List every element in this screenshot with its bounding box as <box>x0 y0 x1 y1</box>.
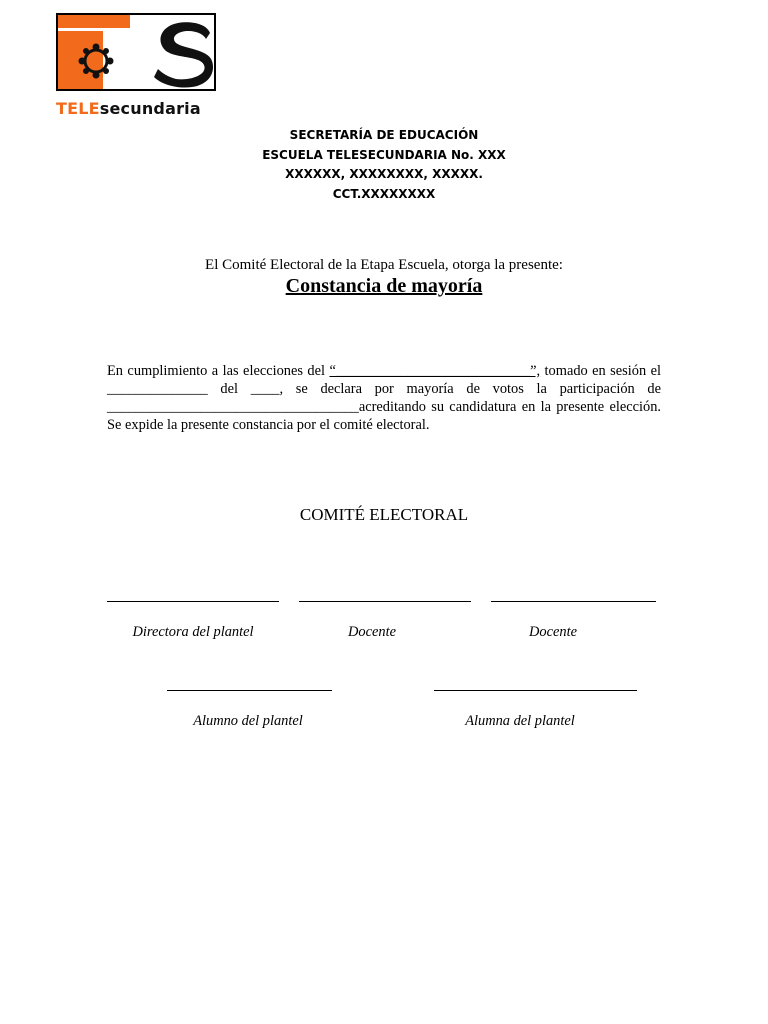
logo-word-tele: TELE <box>56 99 100 118</box>
signature-label-docente-2: Docente <box>529 624 577 640</box>
body-text-start: En cumplimiento a las elecciones del <box>107 363 330 379</box>
header-line-escuela: ESCUELA TELESECUNDARIA No. XXX <box>262 147 506 162</box>
logo-wordmark <box>56 99 201 118</box>
intro-text: El Comité Electoral de la Etapa Escuela, otorga la presente: <box>205 257 563 273</box>
logo-ts-icon <box>58 15 214 89</box>
signature-label-alumno: Alumno del plantel <box>193 713 303 729</box>
body-text-rest: tomado en sesión el ______________ del ____, se declara por mayoría de votos la participación de ___________________________________acreditando su candidatura en la presente elección. Se expide la presente constancia por el comité electoral. <box>107 363 661 433</box>
committee-heading: COMITÉ ELECTORAL <box>299 505 469 524</box>
header-line-secretaria: SECRETARÍA DE EDUCACIÓN <box>289 128 479 142</box>
signature-line-alumno <box>167 690 332 691</box>
header-line-location: XXXXXX, XXXXXXXX, XXXXX. <box>285 167 483 181</box>
telesecundaria-logo <box>56 13 219 119</box>
signature-line-docente-1 <box>299 601 471 602</box>
document-title-text: Constancia de mayoría <box>285 275 483 297</box>
signature-label-docente-1: Docente <box>348 624 396 640</box>
signature-line-alumna <box>434 690 637 691</box>
header-line-cct: CCT.XXXXXXXX <box>332 186 436 201</box>
body-paragraph <box>107 362 661 434</box>
logo-word-secundaria: secundaria <box>99 99 201 118</box>
signature-label-alumna: Alumna del plantel <box>465 713 575 729</box>
logo-emblem <box>56 13 216 91</box>
signature-label-directora: Directora del plantel <box>132 624 254 640</box>
document-title <box>0 275 768 298</box>
signature-line-docente-2 <box>491 601 656 602</box>
election-name-blank: “___________________________”, <box>329 363 541 379</box>
signature-line-directora <box>107 601 279 602</box>
document-header <box>0 126 768 204</box>
